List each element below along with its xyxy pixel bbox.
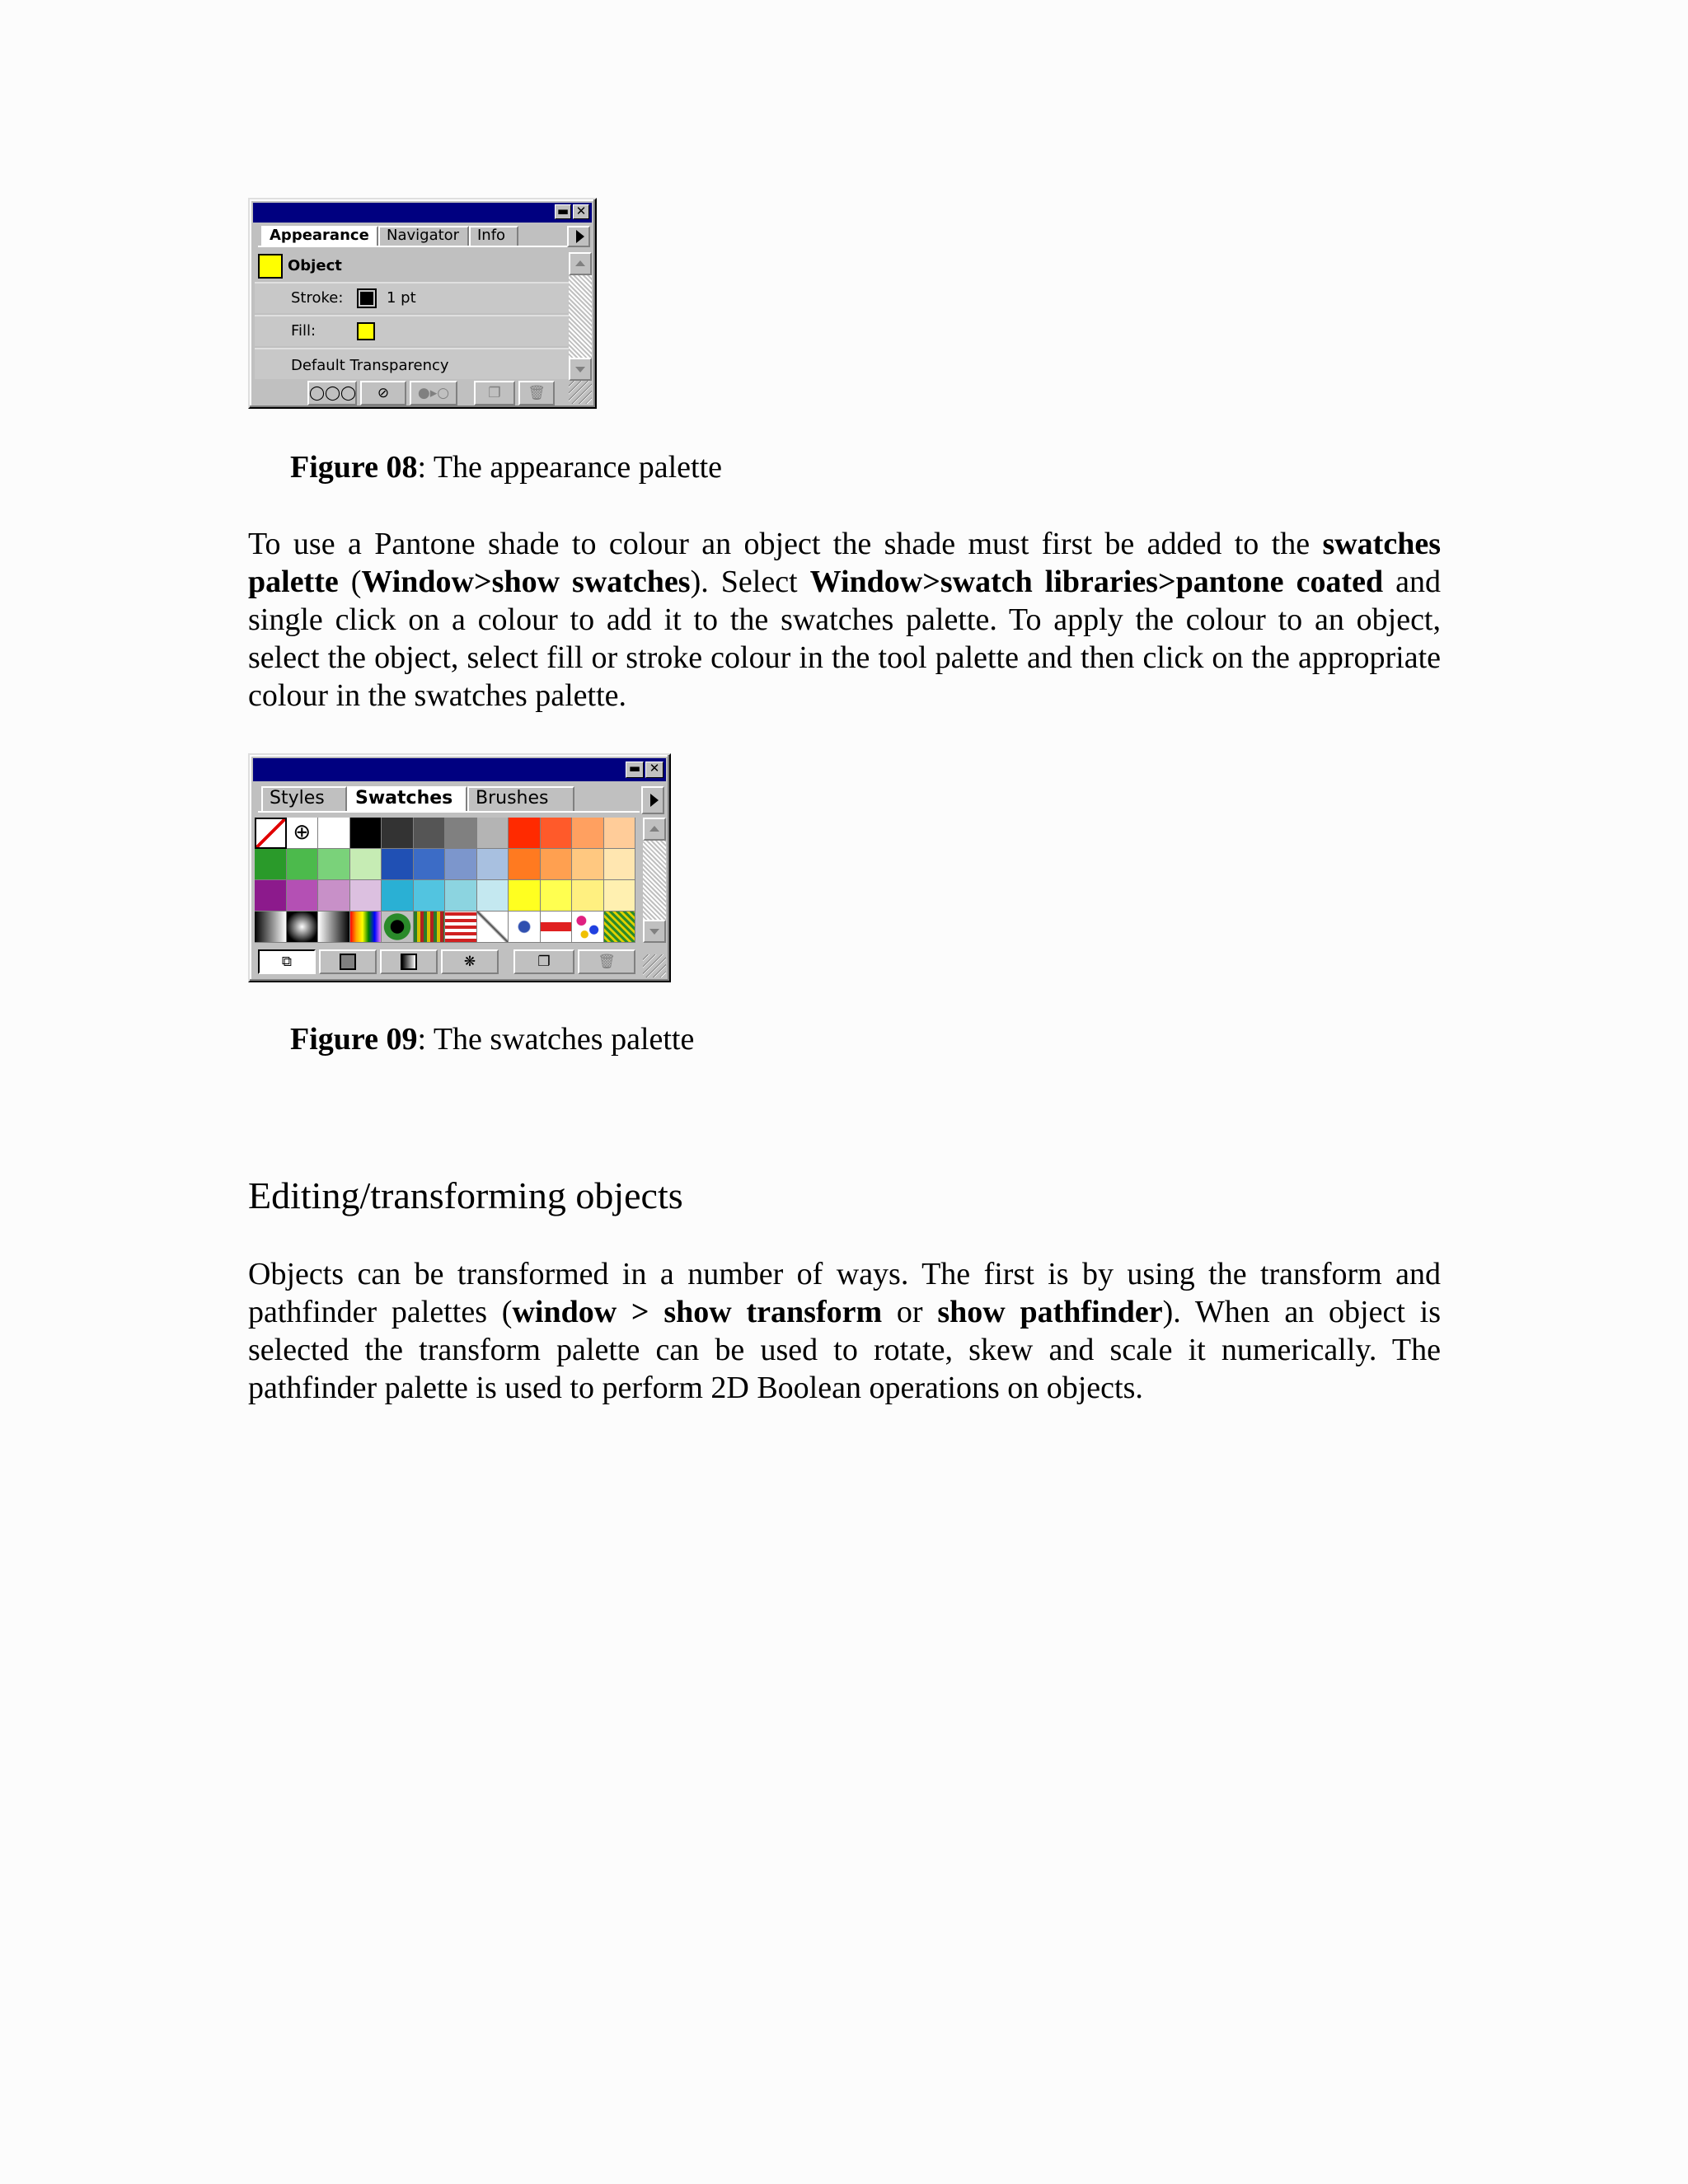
swatch-1-5[interactable] xyxy=(414,849,446,880)
swatch-2-10[interactable] xyxy=(572,880,604,912)
object-label: Object xyxy=(288,257,342,274)
tab-brushes[interactable]: Brushes xyxy=(467,786,574,811)
figure-08-caption xyxy=(290,448,722,486)
swatch-1-2[interactable] xyxy=(318,849,350,880)
swatch-0-11[interactable] xyxy=(604,818,636,849)
new-art-basic-appearance-icon[interactable]: ◯◯◯ xyxy=(307,381,357,405)
appearance-object-row[interactable] xyxy=(255,252,570,280)
swatch-2-7[interactable] xyxy=(477,880,509,912)
appearance-scrollbar[interactable] xyxy=(569,252,592,381)
transparency-row[interactable] xyxy=(255,348,570,379)
stroke-label: Stroke: xyxy=(291,289,344,307)
object-color-swatch xyxy=(258,254,283,279)
palette-tabs xyxy=(258,786,640,813)
swatch-3-2[interactable] xyxy=(318,912,350,943)
p2-text-3: ). When an object is selected the transform palette can be used to rotate, skew and scale it numerically. The pathfinder palette is used to perform 2D Boolean operations on objects. xyxy=(248,1295,1441,1405)
swatch-0-4[interactable] xyxy=(382,818,414,849)
palette-tabs xyxy=(258,226,569,247)
tab-navigator[interactable]: Navigator xyxy=(378,226,469,246)
stroke-weight: 1 pt xyxy=(387,289,416,307)
swatch-1-3[interactable] xyxy=(350,849,382,880)
p2-text-2: or xyxy=(882,1295,938,1329)
swatch-3-10[interactable] xyxy=(572,912,604,943)
swatch-2-4[interactable] xyxy=(382,880,414,912)
transparency-label: Default Transparency xyxy=(291,357,449,374)
registration-icon: ⊕ xyxy=(293,820,312,845)
p1-text-2: ( xyxy=(338,565,362,599)
p1-text-4: and single click on a colour to add it to the swatches palette. To apply the colour to an object, select the object, select fill or stroke colour in the tool palette and then click on the appropriate colour in the swatches palette. xyxy=(248,565,1441,713)
show-color-swatches-icon[interactable] xyxy=(319,949,377,974)
figure-08-text: : The appearance palette xyxy=(417,450,723,485)
swatch-3-7[interactable] xyxy=(477,912,509,943)
tab-appearance[interactable]: Appearance xyxy=(261,226,378,246)
p2-bold-show-pathfinder: show pathfinder xyxy=(937,1295,1163,1329)
swatch-0-3[interactable] xyxy=(350,818,382,849)
swatch-3-5[interactable] xyxy=(414,912,446,943)
swatch-3-6[interactable] xyxy=(445,912,477,943)
swatch-2-3[interactable] xyxy=(350,880,382,912)
stroke-row[interactable] xyxy=(255,282,570,313)
fill-swatch[interactable] xyxy=(357,322,375,340)
swatch-1-0[interactable] xyxy=(255,849,287,880)
swatch-1-8[interactable] xyxy=(509,849,541,880)
section-heading: Editing/transforming objects xyxy=(248,1174,683,1216)
p1-bold-swatch-libraries: Window>swatch libraries>pantone coated xyxy=(809,565,1384,599)
swatch-1-11[interactable] xyxy=(604,849,636,880)
minimize-button[interactable]: ▬ xyxy=(626,762,644,778)
swatch-0-9[interactable] xyxy=(541,818,573,849)
scroll-up-button[interactable] xyxy=(569,252,592,275)
swatches-scrollbar[interactable] xyxy=(643,818,666,943)
p1-text-1: To use a Pantone shade to colour an object the shade must first be added to the xyxy=(248,527,1323,561)
new-swatch-icon[interactable]: ❐ xyxy=(513,949,574,974)
swatch-2-6[interactable] xyxy=(445,880,477,912)
swatch-2-5[interactable] xyxy=(414,880,446,912)
swatch-grid xyxy=(255,818,635,943)
swatch-0-10[interactable] xyxy=(572,818,604,849)
figure-09-text: : The swatches palette xyxy=(417,1022,695,1057)
swatch-0-6[interactable] xyxy=(445,818,477,849)
palette-titlebar[interactable] xyxy=(253,203,592,223)
swatch-2-11[interactable] xyxy=(604,880,636,912)
p2-bold-show-transform: window > show transform xyxy=(512,1295,883,1329)
swatch-1-10[interactable] xyxy=(572,849,604,880)
swatch-0-5[interactable] xyxy=(414,818,446,849)
show-all-swatches-icon[interactable]: ⧉ xyxy=(258,949,316,974)
p2-text-1: Objects can be transformed in a number of ways. The first is by using the transform and pathfinder palettes ( xyxy=(248,1257,1441,1329)
swatch-1-1[interactable] xyxy=(287,849,319,880)
resize-grip[interactable] xyxy=(643,954,666,977)
swatches-palette xyxy=(248,753,671,982)
figure-09-caption xyxy=(290,1020,694,1058)
swatch-3-8[interactable] xyxy=(509,912,541,943)
duplicate-item-icon[interactable]: ❐ xyxy=(474,381,515,405)
clear-appearance-icon[interactable]: ⊘ xyxy=(360,381,406,405)
fill-label: Fill: xyxy=(291,322,316,340)
swatch-2-2[interactable] xyxy=(318,880,350,912)
figure-09-label: Figure 09 xyxy=(290,1022,418,1057)
swatch-1-7[interactable] xyxy=(477,849,509,880)
p1-bold-show-swatches: Window>show swatches xyxy=(361,565,691,599)
swatch-3-1[interactable] xyxy=(287,912,319,943)
close-button[interactable]: ✕ xyxy=(573,204,589,219)
swatch-2-0[interactable] xyxy=(255,880,287,912)
p1-bold-swatches-palette: swatches palette xyxy=(248,527,1441,599)
reduce-to-basic-appearance-icon[interactable]: ●▸○ xyxy=(410,381,457,405)
scroll-up-button[interactable] xyxy=(643,818,666,841)
swatch-2-1[interactable] xyxy=(287,880,319,912)
scroll-down-button[interactable] xyxy=(643,920,666,943)
appearance-palette xyxy=(248,198,597,409)
swatch-3-3[interactable] xyxy=(350,912,382,943)
swatch-1-6[interactable] xyxy=(445,849,477,880)
resize-grip[interactable] xyxy=(569,381,592,404)
swatch-3-4[interactable] xyxy=(382,912,414,943)
swatch-0-8[interactable] xyxy=(509,818,541,849)
stroke-swatch[interactable] xyxy=(357,288,377,308)
p1-text-3: ). Select xyxy=(690,565,810,599)
swatch-0-0[interactable] xyxy=(255,818,287,849)
swatch-1-9[interactable] xyxy=(541,849,573,880)
tab-swatches[interactable]: Swatches xyxy=(347,786,467,811)
palette-titlebar[interactable] xyxy=(253,758,666,781)
pantone-paragraph xyxy=(248,525,1441,715)
show-gradient-swatches-icon[interactable] xyxy=(380,949,438,974)
scroll-down-button[interactable] xyxy=(569,358,592,381)
swatch-2-8[interactable] xyxy=(509,880,541,912)
minimize-button[interactable]: ▬ xyxy=(555,204,571,219)
appearance-toolbar xyxy=(253,379,592,407)
swatch-0-1[interactable] xyxy=(287,818,319,849)
swatch-3-9[interactable] xyxy=(541,912,573,943)
palette-menu-button[interactable] xyxy=(567,226,590,247)
delete-item-icon[interactable]: 🗑 xyxy=(518,381,555,405)
figure-08-label: Figure 08 xyxy=(290,450,418,485)
transform-paragraph xyxy=(248,1255,1441,1407)
swatch-0-2[interactable] xyxy=(318,818,350,849)
swatch-0-7[interactable] xyxy=(477,818,509,849)
swatch-3-0[interactable] xyxy=(255,912,287,943)
show-pattern-swatches-icon[interactable]: ❋ xyxy=(441,949,499,974)
close-button[interactable]: ✕ xyxy=(645,762,663,778)
fill-row[interactable] xyxy=(255,315,570,346)
swatch-3-11[interactable] xyxy=(604,912,636,943)
swatch-1-4[interactable] xyxy=(382,849,414,880)
tab-styles[interactable]: Styles xyxy=(261,786,347,811)
swatches-toolbar xyxy=(253,948,666,977)
delete-swatch-icon[interactable]: 🗑 xyxy=(578,949,635,974)
swatch-2-9[interactable] xyxy=(541,880,573,912)
palette-menu-button[interactable] xyxy=(641,786,664,814)
tab-info[interactable]: Info xyxy=(469,226,518,246)
